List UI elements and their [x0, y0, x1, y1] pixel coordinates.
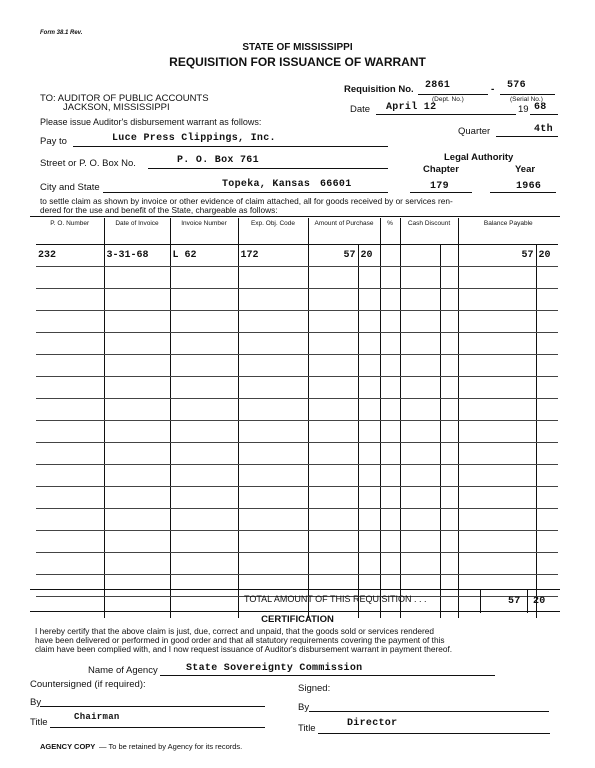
dept-caption: (Dept. No.) — [432, 96, 464, 103]
table-row — [36, 553, 558, 575]
certification-line-2: have been delivered or performed in good order and that all statutory requirements covering the payment of this — [35, 635, 445, 645]
cell-discount-dollars — [400, 245, 440, 267]
quarter-value: 4th — [534, 124, 553, 135]
right-by-label: By — [298, 702, 310, 713]
cell-amount-dollars: 57 — [308, 245, 358, 267]
left-title-label: Title — [30, 717, 48, 728]
zip-value: 66601 — [320, 179, 352, 190]
col-po-number: P. O. Number — [36, 218, 104, 245]
city-value: Topeka, Kansas — [222, 179, 311, 190]
table-header-row — [36, 218, 558, 245]
year-label: Year — [515, 164, 536, 175]
charges-table — [36, 218, 558, 618]
table-row — [36, 355, 558, 377]
authority-year-value: 1966 — [516, 181, 542, 192]
certification-line-1: I hereby certify that the above claim is just, due, correct and unpaid, that the goods sold or services rendered — [35, 626, 434, 636]
chapter-value: 179 — [430, 181, 449, 192]
requisition-dash: - — [491, 84, 495, 95]
pay-to-value: Luce Press Clippings, Inc. — [112, 133, 276, 144]
total-dollars: 57 — [508, 596, 521, 607]
dept-number: 2861 — [425, 80, 451, 91]
settle-text-line-2: dered for the use and benefit of the State, chargeable as follows: — [40, 205, 278, 215]
col-cash-discount: Cash Discount — [400, 218, 458, 245]
city-label: City and State — [40, 182, 100, 193]
table-row — [36, 443, 558, 465]
table-row — [36, 267, 558, 289]
to-line-2: JACKSON, MISSISSIPPI — [63, 102, 170, 113]
cell-balance-cents: 20 — [536, 245, 558, 267]
date-value: April 12 — [386, 102, 437, 113]
table-row — [36, 509, 558, 531]
table-row — [36, 311, 558, 333]
to-line-1: TO: AUDITOR OF PUBLIC ACCOUNTS — [40, 93, 209, 104]
left-by-label: By — [30, 697, 42, 708]
cell-expobj: 172 — [238, 245, 308, 267]
requisition-label: Requisition No. — [344, 84, 414, 95]
right-title-value: Director — [347, 718, 398, 729]
pay-to-label: Pay to — [40, 136, 67, 147]
quarter-label: Quarter — [458, 126, 491, 137]
col-balance-payable: Balance Payable — [458, 218, 558, 245]
table-row — [36, 289, 558, 311]
cell-invoice: L 62 — [170, 245, 238, 267]
year-prefix: 19 — [518, 104, 529, 115]
year-value: 68 — [534, 102, 547, 113]
total-label: TOTAL AMOUNT OF THIS REQUISITION . . . — [244, 594, 427, 604]
table-row — [36, 245, 558, 267]
form-title: REQUISITION FOR ISSUANCE OF WARRANT — [169, 55, 426, 69]
agency-value: State Sovereignty Commission — [186, 663, 363, 674]
col-percent: % — [380, 218, 400, 245]
serial-number: 576 — [507, 80, 526, 91]
agency-copy-label: AGENCY COPY — [40, 742, 96, 751]
table-row — [36, 421, 558, 443]
certification-title: CERTIFICATION — [261, 614, 334, 625]
signed-label: Signed: — [298, 683, 331, 694]
col-amount-of-purchase: Amount of Purchase — [308, 218, 380, 245]
street-label: Street or P. O. Box No. — [40, 158, 136, 169]
cell-date: 3-31-68 — [104, 245, 170, 267]
table-row — [36, 399, 558, 421]
state-heading: STATE OF MISSISSIPPI — [242, 42, 353, 53]
cell-discount-cents — [440, 245, 458, 267]
cell-pct — [380, 245, 400, 267]
table-row — [36, 487, 558, 509]
cell-amount-cents: 20 — [358, 245, 380, 267]
table-row — [36, 333, 558, 355]
table-row — [36, 465, 558, 487]
serial-caption: (Serial No.) — [510, 96, 543, 103]
agency-copy-text: — To be retained by Agency for its records. — [99, 742, 243, 751]
table-row — [36, 377, 558, 399]
instruction-text: Please issue Auditor's disbursement warrant as follows: — [40, 117, 262, 127]
chapter-label: Chapter — [423, 164, 459, 175]
certification-line-3: claim have been complied with, and I now request issuance of Auditor's disbursement warrant in payment thereof. — [35, 644, 453, 654]
form-number: Form 38.1 Rev. — [40, 30, 83, 36]
left-title-value: Chairman — [74, 712, 120, 722]
agency-label: Name of Agency — [88, 665, 158, 676]
col-exp-obj-code: Exp. Obj. Code — [238, 218, 308, 245]
legal-authority-title: Legal Authority — [444, 152, 514, 163]
countersigned-label: Countersigned (if required): — [30, 679, 146, 690]
total-cents: 20 — [533, 596, 546, 607]
table-row — [36, 531, 558, 553]
col-date-of-invoice: Date of Invoice — [104, 218, 170, 245]
cell-po: 232 — [36, 245, 104, 267]
street-value: P. O. Box 761 — [177, 155, 259, 166]
cell-balance-dollars: 57 — [458, 245, 536, 267]
settle-text-line-1: to settle claim as shown by invoice or other evidence of claim attached, all for goods received by or services ren- — [40, 196, 453, 206]
col-invoice-number: Invoice Number — [170, 218, 238, 245]
date-label: Date — [350, 104, 371, 115]
right-title-label: Title — [298, 723, 316, 734]
